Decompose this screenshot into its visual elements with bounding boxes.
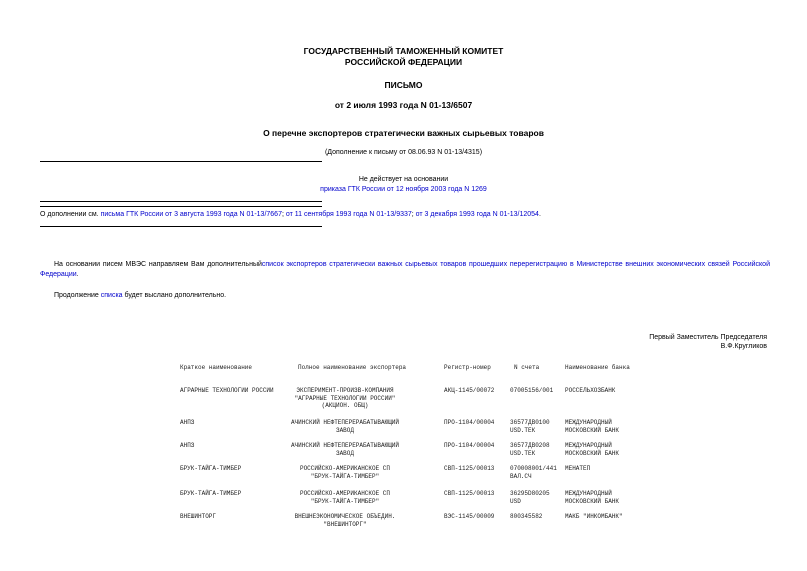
cell-account: 070008001/441 ВАЛ.СЧ (510, 465, 557, 480)
period: . (538, 211, 541, 218)
cell-account: 36577ДВ0208 USD.ТЕК (510, 442, 550, 457)
cell-account: 800345582 (510, 513, 543, 520)
cell-short-name: ВНЕШИНТОРГ (180, 513, 217, 520)
separator: ; (281, 211, 286, 218)
period: . (76, 271, 79, 278)
signature-position: Первый Заместитель Председателя (649, 334, 767, 341)
cell-bank: МЕЖДУНАРОДНЫЙ МОСКОВСКИЙ БАНК (565, 419, 620, 434)
cell-full-name: РОССИЙСКО-АМЕРИКАНСКОЕ СП "БРУК-ТАЙГА-ТИМБЕР" (299, 490, 390, 505)
cell-bank: МЕЖДУНАРОДНЫЙ МОСКОВСКИЙ БАНК (565, 490, 620, 505)
org-name-line2: РОССИЙСКОЙ ФЕДЕРАЦИИ (344, 57, 463, 67)
cell-reg-number: ВЭС-1145/00009 (444, 513, 495, 520)
see-also-link-1[interactable]: письма ГТК России от 3 августа 1993 года N 01-13/7667 (100, 211, 282, 218)
cell-reg-number: СВП-1125/00013 (444, 465, 495, 472)
column-header-full-name: Полное наименование экспортера (298, 364, 407, 371)
see-also-link-2[interactable]: от 11 сентября 1993 года N 01-13/9337 (285, 211, 412, 218)
cell-bank: РОССЕЛЬХОЗБАНК (565, 387, 616, 394)
column-header-short-name: Краткое наименование (180, 364, 253, 371)
cell-short-name: АНПЗ (180, 442, 195, 449)
exporters-list-link[interactable]: список экспортеров стратегически важных сырьевых товаров прошедших перерегистрацию в Министерстве внешних экономических связей Российской Федерации (40, 261, 770, 278)
cell-full-name: РОССИЙСКО-АМЕРИКАНСКОЕ СП "БРУК-ТАЙГА-ТИМБЕР" (299, 465, 390, 480)
column-header-bank: Наименование банка (565, 364, 630, 371)
supplement-note: (Дополнение к письму от 08.06.93 N 01-13/4315) (324, 149, 483, 156)
cell-full-name: АЧИНСКИЙ НЕФТЕПЕРЕРАБАТЫВАЮЩИЙ ЗАВОД (290, 442, 400, 457)
cell-reg-number: АКЦ-1145/00072 (444, 387, 495, 394)
cell-full-name: ЭКСПЕРИМЕНТ-ПРОИЗВ-КОМПАНИЯ "АГРАРНЫЕ ТЕХНОЛОГИИ РОССИИ" (АКЦИОН. ОБЩ) (294, 387, 396, 409)
cell-reg-number: ПРО-1104/00004 (444, 419, 495, 426)
cell-reg-number: ПРО-1104/00004 (444, 442, 495, 449)
see-also-link-3[interactable]: от 3 декабря 1993 года N 01-13/12054 (415, 211, 539, 218)
document-date: от 2 июля 1993 года N 01-13/6507 (334, 100, 473, 110)
column-header-account: N счета (514, 364, 540, 371)
cell-account: 36577ДВ0100 USD.ТЕК (510, 419, 550, 434)
cell-account: 07005156/001 (510, 387, 554, 394)
status-text: Не действует на основании (358, 176, 449, 183)
document-title: О перечне экспортеров стратегически важных сырьевых товаров (263, 128, 544, 138)
list-continuation-link[interactable]: списка (100, 292, 123, 299)
cell-full-name: АЧИНСКИЙ НЕФТЕПЕРЕРАБАТЫВАЮЩИЙ ЗАВОД (290, 419, 400, 434)
cell-short-name: БРУК-ТАЙГА-ТИМБЕР (180, 490, 242, 497)
separator: ; (411, 211, 416, 218)
cell-reg-number: СВП-1125/00013 (444, 490, 495, 497)
document-type: ПИСЬМО (384, 80, 423, 90)
paragraph-1-text: На основании писем МВЭС направляем Вам дополнительный (54, 261, 262, 268)
cell-bank: МАКБ "ИНКОМБАНК" (565, 513, 623, 520)
paragraph-2-prefix: Продолжение (54, 292, 101, 299)
cell-bank: МЕНАТЕП (565, 465, 591, 472)
cell-short-name: БРУК-ТАЙГА-ТИМБЕР (180, 465, 242, 472)
cell-full-name: ВНЕШНЕЭКОНОМИЧЕСКОЕ ОБЪЕДИН. "ВНЕШИНТОРГ" (294, 513, 396, 528)
org-name-line1: ГОСУДАРСТВЕННЫЙ ТАМОЖЕННЫЙ КОМИТЕТ (303, 46, 504, 56)
column-header-reg-number: Регистр-номер (444, 364, 491, 371)
cell-short-name: АНПЗ (180, 419, 195, 426)
cell-bank: МЕЖДУНАРОДНЫЙ МОСКОВСКИЙ БАНК (565, 442, 620, 457)
repeal-order-link[interactable]: приказа ГТК России от 12 ноября 2003 года N 1269 (320, 186, 487, 193)
cell-account: 36295D80205 USD (510, 490, 550, 505)
paragraph-2-suffix: будет выслано дополнительно. (122, 292, 227, 299)
cell-short-name: АГРАРНЫЕ ТЕХНОЛОГИИ РОССИИ (180, 387, 274, 394)
see-also-prefix: О дополнении см. (40, 211, 101, 218)
signature-name: В.Ф.Кругликов (720, 343, 767, 350)
